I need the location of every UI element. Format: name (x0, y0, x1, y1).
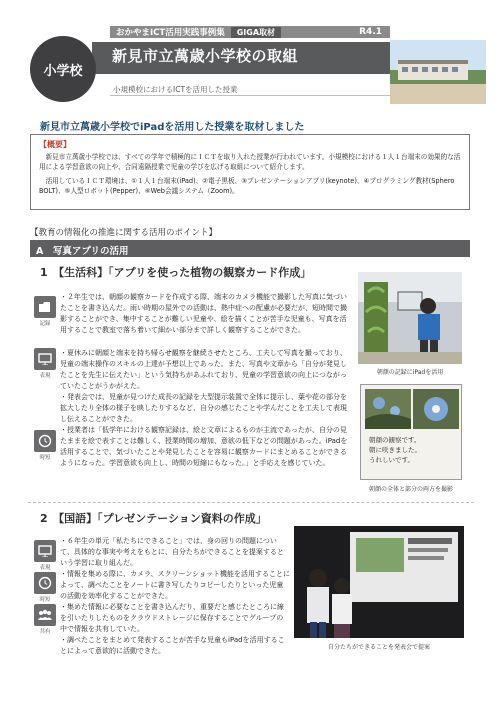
page-subtitle: 小規模校におけるICTを活用した授業 (113, 85, 238, 94)
observation-line-2: 朝に咲きました。 (369, 446, 421, 454)
record-icon (34, 296, 56, 318)
clock-icon-label: 時短 (39, 597, 51, 603)
sub2-bullet-1: ・６年生の単元「私たちにできること」では、身の回りの問題について、具体的な事実や考えをもとに、自分たちができることを提案するという学習に取り組んだ。 (60, 537, 284, 567)
caption-photo-2: 朝顔の全体と部分の両方を撮影 (368, 486, 453, 493)
caption-photo-3: 自分たちができることを発表会で提案 (327, 644, 430, 651)
share-icon-label: 共有 (39, 629, 51, 635)
photo-observation (358, 272, 462, 364)
morning-glory-detail-photo (413, 389, 459, 429)
clock-icon (34, 572, 56, 594)
section-divider (28, 502, 474, 503)
header-tagline (110, 26, 390, 38)
giga-badge: GIGA取材 (231, 27, 281, 38)
sub1-bullet-3: ・発表会では、児童が見つけた成長の記録を大型提示装置で全体に提示し、葉や花の部分を拡大したり全体の様子を映したりするなど、自分の感じたことや学んだことを工夫して表現し伝えることができた。 (60, 393, 347, 423)
sub1-bullet-4: ・授業者は「低学年における観察記録は、絵と文章によるものが主流であったが、自分の見たままを絵で表すことは難しく、授業時間の増加、意欲の低下などの問題があった。iPadを活用することで、気づいたことや発見したことを容易に観察カードにまとめることができるようになった。学習意欲も向上し、時間の短縮にもなった。」と手応えを感じていた。 (60, 426, 348, 467)
page-header (0, 0, 502, 112)
record-icon-label: 記録 (39, 321, 51, 327)
presentation-icon-label: 表現 (39, 373, 51, 379)
sub1-bullet-2: ・夏休みに朝顔と端末を持ち帰らせ観察を継続させたところ、工夫して写真を撮っており、児童の端末操作のスキルの上達が予想以上であった。また、写真や文章から「自分が発見したことを先生に伝えたい」という気持ちがあふれており、児童の学習意欲の向上につながっていたことがうかがえた。 (60, 349, 347, 390)
morning-glory-whole-photo (365, 389, 411, 429)
year-label: R4.1 (359, 27, 382, 37)
observation-line-1: 朝顔の観察です。 (369, 436, 421, 444)
sub2-bullet-4: ・調べたことをまとめて発表することが苦手な児童もiPadを活用することによって意欲的に活動できた。 (60, 636, 285, 655)
school-photo (390, 40, 486, 104)
section-a-header: A 写真アプリの活用 (30, 240, 470, 257)
overview-paragraph-1: 新見市立萬歳小学校では、すべての学年で積極的にＩＣＴを取り入れた授業が行われています。小規模校における１人１台端末の効果的な活用による学習意欲の向上や、合同遠隔授業で児童の学びを広げる取組について紹介します。 (39, 153, 461, 171)
subsection-1-title: 1 【生活科】「アプリを使った植物の観察カード作成」 (40, 266, 312, 279)
sub1-bullet-1: ・２年生では、朝顔の観察カードを作成する際、端末のカメラ機能で撮影した写真に気づいたことを書き込んだ。雨い時期の屋外での活動は、熱中症への配慮が必要だが、短時間で撮影することができ、集中することが難しい児童や、絵を描くことが苦手な児童も、写真を活用することで教室で落ち着いて細かい部分まで詳しく観察することができた。 (60, 293, 347, 334)
presentation-icon-label: 表現 (39, 565, 51, 571)
school-type-badge (30, 36, 96, 102)
sub2-bullet-3: ・集めた情報に必要なことを書き込んだり、重要だと感じたところに線を引いたりしたものをクラウドストレージに保存することでグループの中で情報を共有していた。 (60, 603, 284, 633)
series-label: おかやまICT活用実践事例集 (116, 28, 225, 38)
subsection-2-title: 2 【国語】「プレゼンテーション資料の作成」 (40, 512, 267, 525)
sub2-bullet-2: ・情報を集める際に、カメラ、スクリーンショット機能を活用することによって、調べたことをノートに書き写したりコピーしたりといった児童の活動を効率化することができた。 (60, 570, 290, 600)
photo-presentation (294, 526, 464, 638)
points-heading: 【教育の情報化の推進に関する活用のポイント】 (30, 228, 218, 238)
observation-line-3: うれしいです。 (369, 456, 414, 464)
clock-icon-label: 時短 (39, 455, 51, 461)
school-type-label: 小学校 (43, 63, 83, 79)
main-heading: 新見市立萬歳小学校でiPadを活用した授業を取材しました (40, 122, 305, 133)
overview-title: 【概要】 (39, 140, 71, 149)
presentation-icon (34, 540, 56, 562)
presentation-icon (34, 348, 56, 370)
clock-icon (34, 430, 56, 452)
photo-observation-card (360, 384, 462, 480)
caption-photo-1: 朝顔の記録にiPadを活用 (376, 369, 444, 376)
overview-box (30, 134, 470, 210)
observation-card-text (369, 435, 421, 465)
share-icon (34, 604, 56, 626)
page-title: 新見市立萬歳小学校の取組 (112, 47, 299, 65)
overview-paragraph-2: 活用しているＩＣＴ環境は、①１人１台端末(iPad)、②電子黒板、③プレゼンテーションアプリ(keynote)、④プログラミング教材(Sphero BOLT)、⑤人型ロボット(Pepper)、⑥Web会議システム（Zoom)。 (39, 177, 455, 195)
